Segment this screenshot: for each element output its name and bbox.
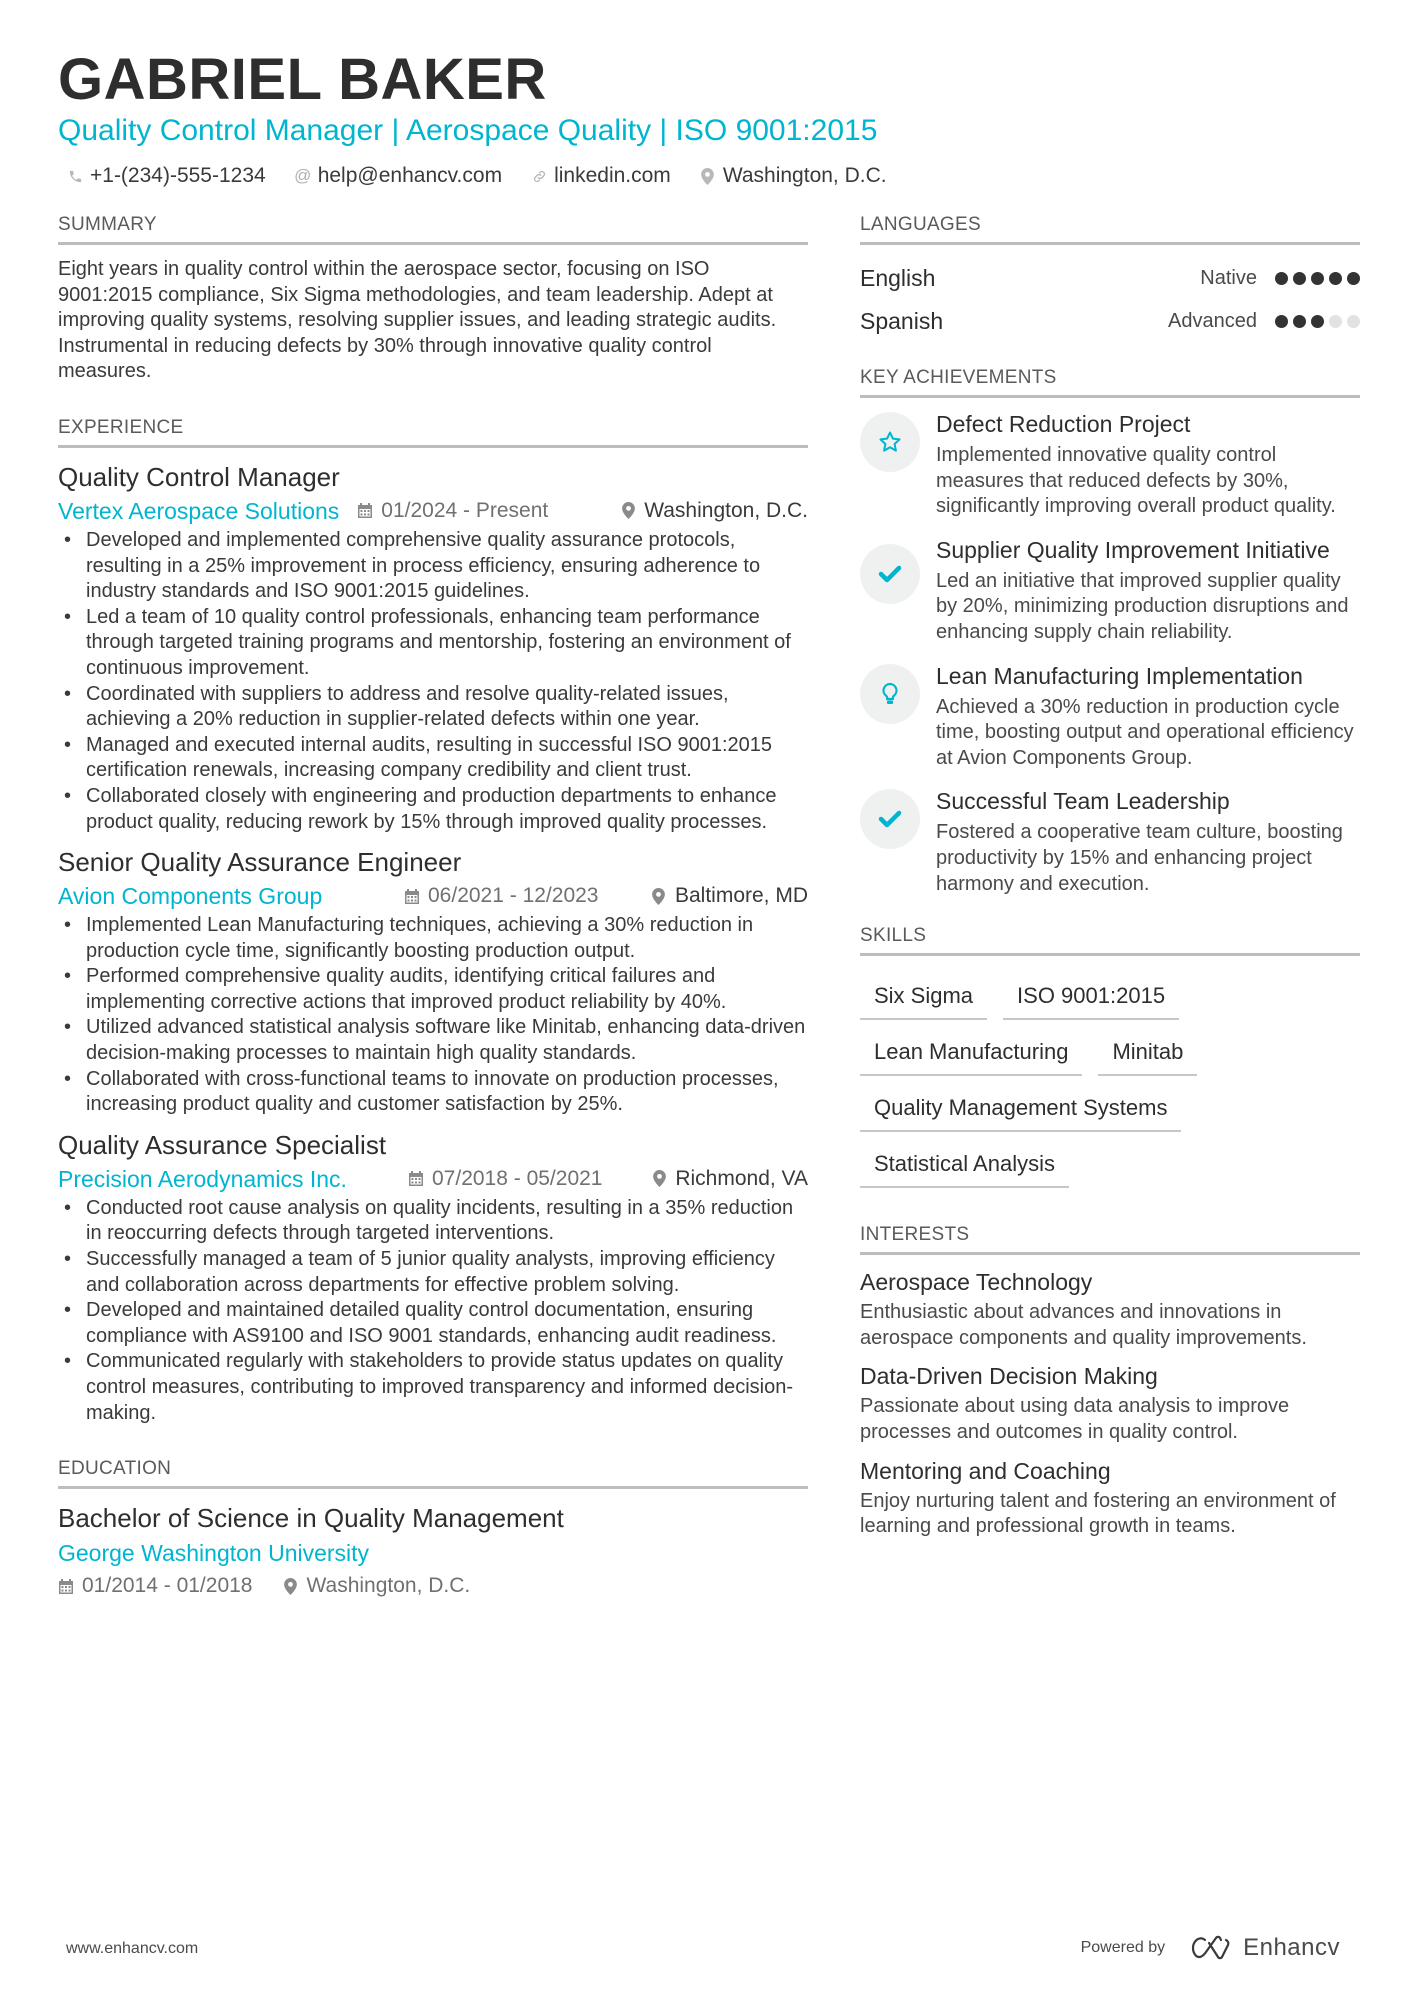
company-name: Vertex Aerospace Solutions	[58, 497, 340, 524]
job-dates	[404, 881, 598, 911]
bullet: • Led a team of 10 quality control professionals, enhancing team performance through targeted training programs and mentorship, fostering an environment of continuous improvement.	[58, 605, 808, 682]
dot-filled	[1275, 272, 1288, 285]
section-title-skills: SKILLS	[860, 923, 1360, 956]
achievement-item	[860, 536, 1360, 646]
achievements-section	[860, 365, 1360, 897]
enhancv-logo	[1189, 1934, 1340, 1962]
dot-filled	[1293, 315, 1306, 328]
interest-title: Mentoring and Coaching	[860, 1457, 1111, 1484]
date-text: 01/2014 - 01/2018	[82, 1574, 253, 1598]
achievement-desc: Achieved a 30% reduction in production cycle time, boosting output and operational efficiency at Avion Components Group.	[936, 695, 1354, 769]
language-item	[860, 257, 1360, 300]
section-title-interests: INTERESTS	[860, 1222, 1360, 1255]
job-meta	[58, 1164, 808, 1194]
bullet: • Collaborated with cross-functional teams to innovate on production processes, increasing product quality and customer satisfaction by 25%.	[58, 1067, 808, 1118]
skill-tag: Six Sigma	[860, 968, 987, 1020]
experience-item	[58, 460, 808, 835]
job-location	[651, 1164, 808, 1194]
date-text: 07/2018 - 05/2021	[432, 1166, 603, 1190]
location-pin-icon	[651, 1170, 667, 1187]
right-column	[860, 212, 1360, 1550]
calendar-icon	[404, 889, 420, 904]
skill-tag: ISO 9001:2015	[1003, 968, 1179, 1020]
enhancv-logo-icon	[1189, 1935, 1235, 1961]
achievement-desc: Implemented innovative quality control measures that reduced defects by 30%, significantly improving overall product quality.	[936, 444, 1336, 518]
dot-filled	[1275, 315, 1288, 328]
location-text: Richmond, VA	[675, 1166, 808, 1190]
location-text: Washington, D.C.	[722, 164, 887, 187]
calendar-icon	[357, 503, 373, 518]
skill-tag: Statistical Analysis	[860, 1136, 1069, 1188]
location-pin-icon	[699, 168, 717, 185]
calendar-icon	[408, 1171, 424, 1186]
phone-icon	[66, 169, 84, 184]
brand-name: Enhancv	[1243, 1934, 1340, 1961]
location-pin-icon	[282, 1578, 298, 1595]
job-title: Quality Assurance Specialist	[58, 1129, 387, 1160]
bullet: • Implemented Lean Manufacturing techniques, achieving a 30% reduction in production cycle time, significantly boosting production output.	[58, 913, 808, 964]
education-location	[282, 1571, 470, 1601]
proficiency-dots	[1275, 272, 1360, 285]
lightbulb-icon	[860, 664, 920, 724]
bullet: • Managed and executed internal audits, resulting in successful ISO 9001:2015 certification renewals, increasing company credibility and client trust.	[58, 733, 808, 784]
contact-email[interactable]	[294, 162, 502, 190]
language-item	[860, 300, 1360, 343]
school-name: George Washington University	[58, 1540, 370, 1567]
job-bullets	[58, 1196, 808, 1426]
bullet: • Performed comprehensive quality audits, identifying critical failures and implementing corrective actions that improved product reliability by 40%.	[58, 964, 808, 1015]
job-meta	[58, 496, 808, 526]
education-meta	[58, 1571, 808, 1601]
job-dates	[408, 1164, 602, 1194]
location-pin-icon	[651, 888, 667, 905]
interest-title: Aerospace Technology	[860, 1269, 1093, 1296]
candidate-name: GABRIEL BAKER	[58, 47, 547, 112]
interest-desc: Enjoy nurturing talent and fostering an environment of learning and professional growth in teams.	[860, 1489, 1336, 1538]
languages-section	[860, 212, 1360, 343]
location-pin-icon	[620, 502, 636, 519]
achievement-title: Defect Reduction Project	[936, 411, 1191, 437]
location-text: Washington, D.C.	[644, 498, 808, 522]
job-bullets	[58, 913, 808, 1118]
dot-filled	[1311, 315, 1324, 328]
interest-desc: Enthusiastic about advances and innovations in aerospace components and quality improvements.	[860, 1301, 1307, 1349]
skills-list	[860, 968, 1360, 1192]
section-title-summary: SUMMARY	[58, 212, 808, 245]
language-level: Native	[1200, 267, 1257, 289]
experience-item	[58, 845, 808, 1118]
footer-website-link[interactable]: www.enhancv.com	[66, 1940, 199, 1957]
interest-item	[860, 1456, 1360, 1540]
interest-item	[860, 1267, 1360, 1351]
skill-tag: Lean Manufacturing	[860, 1024, 1082, 1076]
job-location	[620, 496, 808, 526]
achievement-desc: Fostered a cooperative team culture, boosting productivity by 15% and enhancing project harmony and execution.	[936, 821, 1343, 895]
bullet: • Conducted root cause analysis on quality incidents, resulting in a 35% reduction in reoccurring defects through targeted interventions.	[58, 1196, 808, 1247]
job-location	[651, 881, 808, 911]
interests-section	[860, 1222, 1360, 1540]
education-item	[58, 1501, 808, 1601]
phone-text: +1-(234)-555-1234	[90, 164, 266, 187]
bullet: • Successfully managed a team of 5 junior quality analysts, improving efficiency and collaboration across departments for effective problem solving.	[58, 1247, 808, 1298]
email-text: help@enhancv.com	[317, 164, 503, 187]
company-name: Avion Components Group	[58, 883, 323, 910]
footer-branding[interactable]	[1081, 1934, 1340, 1962]
location-text: Baltimore, MD	[674, 884, 808, 908]
bullet: • Coordinated with suppliers to address and resolve quality-related issues, achieving a 20% reduction in supplier-related defects within one year.	[58, 682, 808, 733]
bullet: • Utilized advanced statistical analysis software like Minitab, enhancing data-driven decision-making processes to maintain high quality standards.	[58, 1015, 808, 1066]
section-title-achievements: KEY ACHIEVEMENTS	[860, 365, 1360, 398]
job-title: Senior Quality Assurance Engineer	[58, 847, 462, 878]
link-icon	[530, 169, 548, 184]
section-title-education: EDUCATION	[58, 1456, 808, 1489]
contact-location	[699, 162, 887, 190]
section-title-experience: EXPERIENCE	[58, 415, 808, 448]
achievement-title: Successful Team Leadership	[936, 788, 1230, 815]
job-bullets	[58, 528, 808, 835]
dot-filled	[1329, 272, 1342, 285]
achievement-item	[860, 787, 1360, 897]
experience-item	[58, 1128, 808, 1426]
section-title-languages: LANGUAGES	[860, 212, 1360, 245]
at-icon: @	[294, 166, 312, 185]
achievement-desc: Led an initiative that improved supplier quality by 20%, minimizing production disruptions and enhancing supply chain reliability.	[936, 569, 1349, 643]
bullet: • Developed and implemented comprehensive quality assurance protocols, resulting in a 25% improvement in process efficiency, ensuring adherence to industry standards and ISO 9001:2015 guidelines.	[58, 528, 808, 605]
education-section	[58, 1456, 808, 1601]
dot-filled	[1311, 272, 1324, 285]
skill-tag: Quality Management Systems	[860, 1080, 1181, 1132]
star-icon	[860, 412, 920, 472]
contact-linkedin[interactable]	[530, 162, 671, 190]
skill-tag: Minitab	[1098, 1024, 1197, 1076]
summary-section	[58, 212, 808, 385]
date-text: 01/2024 - Present	[381, 498, 549, 522]
company-name: Precision Aerodynamics Inc.	[58, 1165, 347, 1192]
job-dates	[357, 496, 548, 526]
achievement-item	[860, 410, 1360, 520]
calendar-icon	[58, 1579, 74, 1594]
interest-desc: Passionate about using data analysis to improve processes and outcomes in quality control.	[860, 1395, 1290, 1443]
achievement-item	[860, 662, 1360, 772]
achievement-title: Lean Manufacturing Implementation	[936, 662, 1303, 689]
language-name: Spanish	[860, 308, 944, 334]
date-text: 06/2021 - 12/2023	[428, 884, 599, 908]
powered-by-label: Powered by	[1080, 1939, 1166, 1956]
linkedin-text: linkedin.com	[554, 164, 671, 187]
dot-empty	[1347, 315, 1360, 328]
checkmark-icon	[860, 789, 920, 849]
interest-title: Data-Driven Decision Making	[860, 1363, 1158, 1390]
dot-filled	[1293, 272, 1306, 285]
contact-bar	[66, 162, 887, 190]
job-title: Quality Control Manager	[58, 461, 340, 492]
summary-text: Eight years in quality control within the aerospace sector, focusing on ISO 9001:2015 compliance, Six Sigma methodologies, and team leadership. Adept at improving quality systems, resolving supplier issues, and leading strategic audits. Instrumental in reducing defects by 30% through innovative quality control measures.	[58, 258, 777, 383]
location-text: Washington, D.C.	[306, 1574, 471, 1598]
experience-section	[58, 415, 808, 1426]
education-dates	[58, 1571, 252, 1601]
language-name: English	[860, 265, 936, 291]
checkmark-icon	[860, 544, 920, 604]
degree: Bachelor of Science in Quality Management	[58, 1503, 564, 1534]
dot-filled	[1347, 272, 1360, 285]
achievement-title: Supplier Quality Improvement Initiative	[936, 536, 1330, 563]
headline: Quality Control Manager | Aerospace Quality | ISO 9001:2015	[58, 114, 878, 147]
bullet: • Developed and maintained detailed quality control documentation, ensuring compliance with AS9100 and ISO 9001 standards, enhancing audit readiness.	[58, 1298, 808, 1349]
language-level: Advanced	[1168, 310, 1257, 332]
contact-phone[interactable]	[66, 162, 266, 190]
bullet: • Collaborated closely with engineering and production departments to enhance product quality, reducing rework by 15% through improved quality processes.	[58, 784, 808, 835]
skills-section	[860, 923, 1360, 1192]
dot-empty	[1329, 315, 1342, 328]
bullet: • Communicated regularly with stakeholders to provide status updates on quality control measures, contributing to improved transparency and informed decision-making.	[58, 1349, 808, 1426]
interest-item	[860, 1361, 1360, 1445]
proficiency-dots	[1275, 315, 1360, 328]
job-meta	[58, 881, 808, 911]
left-column	[58, 212, 808, 1601]
